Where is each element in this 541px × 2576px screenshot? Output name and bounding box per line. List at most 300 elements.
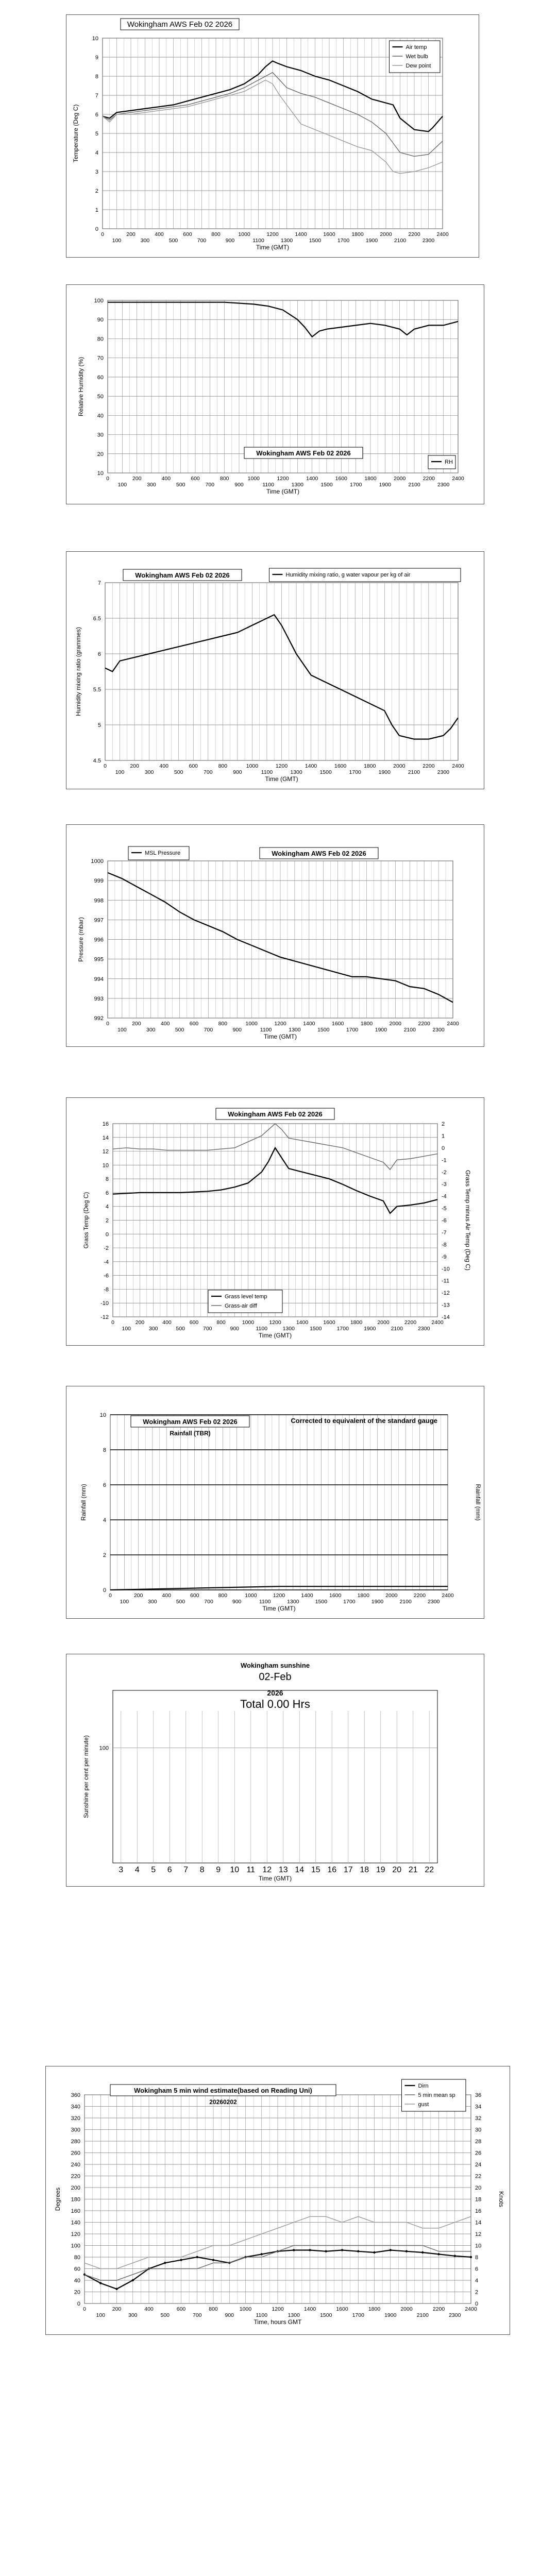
chart-title: Wokingham AWS Feb 02 2026 — [256, 449, 351, 457]
x-tick-label: 400 — [162, 1592, 171, 1599]
y-tick-label: 6 — [97, 651, 101, 657]
x-tick-label: 1000 — [245, 1021, 258, 1027]
y-tick-label: 1 — [95, 207, 98, 213]
y-tick-label: 0 — [95, 226, 98, 232]
chart-panel-3 — [66, 551, 484, 789]
chart-title: Wokingham AWS Feb 02 2026 — [127, 20, 233, 29]
x-axis-label: Time (GMT) — [258, 1875, 292, 1882]
x-tick-label: 500 — [176, 1599, 185, 1605]
direction-point — [261, 2253, 263, 2255]
x-tick-label: 2000 — [377, 1319, 390, 1326]
y2-tick-label: 30 — [475, 2127, 482, 2133]
y-axis-label: Humidity mixing ratio (grammes) — [75, 627, 82, 716]
x-tick-label: 0 — [83, 2306, 86, 2312]
x-tick-label: 1800 — [364, 763, 376, 769]
x-tick-label: 16 — [327, 1866, 337, 1874]
x-tick-label: 1100 — [261, 769, 273, 775]
y2-tick-label: 12 — [475, 2231, 482, 2238]
x-tick-label: 1700 — [346, 1027, 359, 1033]
y-axis-label: Relative Humidity (%) — [77, 357, 84, 417]
x-tick-label: 2300 — [437, 482, 450, 488]
y-tick-label: -2 — [104, 1245, 109, 1252]
x-tick-label: 1300 — [287, 1599, 299, 1605]
direction-point — [212, 2259, 214, 2261]
direction-point — [470, 2256, 472, 2258]
chart-svg-3 — [66, 552, 484, 789]
y2-tick-label: 6 — [475, 2266, 479, 2273]
chart-svg-4 — [66, 825, 484, 1046]
y-tick-label: 70 — [97, 355, 104, 362]
x-tick-label: 4 — [134, 1866, 140, 1874]
x-tick-label: 900 — [232, 1027, 242, 1033]
x-tick-label: 700 — [192, 2312, 202, 2318]
x-tick-label: 2000 — [400, 2306, 413, 2312]
x-tick-label: 900 — [230, 1326, 240, 1332]
x-tick-label: 19 — [376, 1866, 385, 1874]
x-tick-label: 300 — [140, 238, 150, 244]
x-tick-label: 2000 — [393, 476, 406, 482]
x-tick-label: 14 — [295, 1866, 305, 1874]
y2-tick-label: -12 — [442, 1290, 450, 1297]
direction-point — [390, 2249, 392, 2251]
x-tick-label: 100 — [96, 2312, 106, 2318]
legend-entry: Air temp — [405, 44, 427, 50]
y-tick-label: -10 — [100, 1300, 109, 1307]
x-tick-label: 20 — [392, 1866, 402, 1874]
y2-tick-label: 20 — [475, 2185, 482, 2191]
x-tick-label: 1700 — [337, 238, 350, 244]
y-tick-label: 996 — [94, 937, 104, 943]
y-tick-label: 992 — [94, 1015, 104, 1022]
x-tick-label: 300 — [128, 2312, 138, 2318]
y-tick-label: 30 — [97, 432, 104, 438]
x-tick-label: 2000 — [393, 763, 405, 769]
x-tick-label: 2400 — [452, 763, 464, 769]
x-tick-label: 800 — [218, 1592, 228, 1599]
x-tick-label: 0 — [106, 1021, 109, 1027]
y-tick-label: 10 — [97, 470, 104, 477]
x-tick-label: 1100 — [256, 2312, 268, 2318]
x-tick-label: 700 — [197, 238, 207, 244]
x-tick-label: 100 — [122, 1326, 131, 1332]
y-tick-label: 90 — [97, 317, 104, 324]
x-tick-label: 1800 — [368, 2306, 381, 2312]
chart-panel-5 — [66, 1097, 484, 1346]
x-tick-label: 1000 — [239, 2306, 252, 2312]
x-tick-label: 400 — [161, 476, 171, 482]
y-tick-label: 300 — [71, 2127, 80, 2133]
x-tick-label: 2200 — [422, 476, 435, 482]
x-tick-label: 1400 — [301, 1592, 313, 1599]
x-tick-label: 1500 — [315, 1599, 328, 1605]
y2-tick-label: 2 — [442, 1121, 445, 1127]
x-tick-label: 500 — [176, 482, 185, 488]
x-tick-label: 1000 — [245, 1592, 257, 1599]
x-tick-label: 1200 — [275, 763, 288, 769]
x-tick-label: 800 — [218, 1021, 228, 1027]
y2-tick-label: -9 — [442, 1253, 447, 1260]
x-tick-label: 1500 — [320, 482, 333, 488]
x-tick-label: 600 — [189, 1021, 199, 1027]
x-tick-label: 400 — [159, 763, 168, 769]
y2-tick-label: 0 — [442, 1145, 445, 1151]
x-tick-label: 1400 — [303, 2306, 316, 2312]
x-tick-label: 1900 — [371, 1599, 384, 1605]
chart-svg-2 — [66, 285, 484, 504]
y-tick-label: 40 — [74, 2278, 80, 2284]
y-tick-label: -12 — [100, 1314, 109, 1320]
x-tick-label: 7 — [183, 1866, 189, 1874]
y-tick-label: 200 — [71, 2185, 80, 2191]
x-tick-label: 600 — [189, 1319, 199, 1326]
x-tick-label: 1500 — [310, 1326, 322, 1332]
x-tick-label: 2100 — [394, 238, 407, 244]
x-tick-label: 8 — [199, 1866, 205, 1874]
x-tick-label: 2100 — [399, 1599, 412, 1605]
x-tick-label: 700 — [205, 482, 215, 488]
direction-point — [115, 2288, 117, 2290]
y-tick-label: 160 — [71, 2208, 80, 2214]
x-tick-label: 2400 — [465, 2306, 477, 2312]
direction-point — [437, 2253, 439, 2255]
x-tick-label: 2300 — [422, 238, 435, 244]
direction-point — [373, 2251, 375, 2253]
x-tick-label: 1000 — [246, 763, 259, 769]
y-tick-label: 4.5 — [93, 758, 101, 764]
x-tick-label: 500 — [160, 2312, 170, 2318]
x-tick-label: 1400 — [296, 1319, 309, 1326]
y-axis-label: Temperature (Deg C) — [72, 104, 79, 163]
x-tick-label: 600 — [183, 231, 192, 238]
y-tick-label: 1000 — [91, 858, 104, 865]
y-tick-label: 7 — [95, 93, 98, 99]
x-tick-label: 1500 — [320, 2312, 332, 2318]
legend-entry: Wet bulb — [405, 54, 428, 60]
y2-tick-label: 1 — [442, 1133, 445, 1140]
x-tick-label: 600 — [190, 1592, 199, 1599]
direction-point — [164, 2262, 166, 2264]
y-tick-label: 100 — [94, 298, 104, 304]
x-tick-label: 600 — [176, 2306, 186, 2312]
x-tick-label: 1300 — [290, 769, 302, 775]
y-tick-label: 220 — [71, 2173, 80, 2180]
y2-tick-label: 8 — [475, 2255, 479, 2261]
x-tick-label: 1700 — [349, 482, 362, 488]
x-tick-label: 700 — [202, 1326, 212, 1332]
x-tick-label: 1800 — [357, 1592, 369, 1599]
x-tick-label: 1300 — [288, 2312, 300, 2318]
x-tick-label: 1600 — [323, 1319, 335, 1326]
x-tick-label: 0 — [111, 1319, 114, 1326]
x-tick-label: 2200 — [404, 1319, 417, 1326]
x-tick-label: 200 — [130, 763, 139, 769]
x-tick-label: 800 — [209, 2306, 218, 2312]
x-tick-label: 100 — [120, 1599, 129, 1605]
y-tick-label: 340 — [71, 2104, 80, 2110]
direction-point — [341, 2249, 343, 2251]
x-tick-label: 1400 — [303, 1021, 315, 1027]
y-tick-label: -4 — [104, 1259, 109, 1265]
y2-tick-label: 0 — [475, 2301, 479, 2307]
x-tick-label: 1200 — [266, 231, 279, 238]
x-tick-label: 300 — [148, 1599, 157, 1605]
y2-tick-label: -13 — [442, 1302, 450, 1309]
y-tick-label: 999 — [94, 878, 104, 885]
x-tick-label: 1700 — [343, 1599, 356, 1605]
x-tick-label: 1500 — [317, 1027, 330, 1033]
y-tick-label: 5.5 — [93, 687, 101, 693]
y2-tick-label: -4 — [442, 1193, 447, 1200]
chart-year: 2026 — [267, 1689, 283, 1697]
direction-point — [325, 2250, 327, 2252]
legend-entry: Grass-air diff — [225, 1303, 257, 1309]
x-tick-label: 400 — [144, 2306, 154, 2312]
y2-tick-label: 16 — [475, 2208, 482, 2214]
y-tick-label: 240 — [71, 2162, 80, 2168]
x-tick-label: 600 — [189, 763, 198, 769]
y-tick-label: 140 — [71, 2219, 80, 2226]
x-tick-label: 900 — [234, 482, 244, 488]
y-tick-label: 20 — [97, 451, 104, 457]
x-tick-label: 1200 — [269, 1319, 281, 1326]
y2-axis-label: Rainfall (mm) — [475, 1484, 482, 1521]
x-tick-label: 1100 — [262, 482, 274, 488]
x-tick-label: 100 — [112, 238, 122, 244]
x-tick-label: 1100 — [259, 1599, 271, 1605]
y2-tick-label: -11 — [442, 1278, 450, 1284]
y-tick-label: 4 — [95, 150, 98, 156]
x-tick-label: 800 — [216, 1319, 226, 1326]
x-tick-label: 1600 — [331, 1021, 344, 1027]
x-tick-label: 1100 — [256, 1326, 268, 1332]
x-tick-label: 200 — [112, 2306, 122, 2312]
x-tick-label: 700 — [204, 769, 213, 775]
legend-entry: Dirn — [418, 2083, 429, 2089]
x-tick-label: 1600 — [335, 476, 348, 482]
x-tick-label: 10 — [230, 1866, 240, 1874]
y2-tick-label: -3 — [442, 1181, 447, 1188]
x-tick-label: 6 — [167, 1866, 172, 1874]
y-tick-label: 120 — [71, 2231, 80, 2238]
chart-title: Wokingham sunshine — [240, 1662, 310, 1669]
y-tick-label: 260 — [71, 2150, 80, 2157]
x-tick-label: 1500 — [309, 238, 322, 244]
chart-title: Wokingham AWS Feb 02 2026 — [143, 1418, 238, 1426]
legend-entry: RH — [445, 459, 453, 465]
x-tick-label: 1000 — [247, 476, 260, 482]
x-tick-label: 400 — [160, 1021, 170, 1027]
x-tick-label: 1400 — [295, 231, 307, 238]
y2-axis-label: Knots — [498, 2191, 505, 2207]
y2-tick-label: -6 — [442, 1217, 447, 1224]
x-tick-label: 2100 — [408, 769, 420, 775]
x-tick-label: 2300 — [432, 1027, 445, 1033]
x-tick-label: 21 — [408, 1866, 418, 1874]
y2-tick-label: -2 — [442, 1169, 447, 1176]
x-tick-label: 2400 — [447, 1021, 459, 1027]
chart-panel-8 — [45, 2066, 510, 2335]
x-tick-label: 2100 — [403, 1027, 416, 1033]
x-tick-label: 2200 — [422, 763, 435, 769]
x-tick-label: 100 — [117, 1027, 127, 1033]
x-tick-label: 1800 — [351, 231, 364, 238]
chart-panel-4 — [66, 824, 484, 1047]
y-axis-label: Pressure (mbar) — [77, 917, 84, 962]
chart-panel-6 — [66, 1386, 484, 1619]
x-tick-label: 1200 — [274, 1021, 286, 1027]
legend-entry: Humidity mixing ratio, g water vapour per kg of air — [285, 572, 411, 578]
x-tick-label: 18 — [360, 1866, 369, 1874]
y-tick-label: 997 — [94, 917, 104, 924]
x-tick-label: 0 — [106, 476, 109, 482]
x-tick-label: 2100 — [408, 482, 420, 488]
y2-tick-label: 10 — [475, 2243, 482, 2249]
y-tick-label: 50 — [97, 394, 104, 400]
x-tick-label: 800 — [211, 231, 221, 238]
x-tick-label: 1800 — [360, 1021, 373, 1027]
x-axis-label: Time (GMT) — [256, 244, 290, 251]
x-tick-label: 5 — [151, 1866, 156, 1874]
y-tick-label: 8 — [105, 1176, 109, 1183]
y2-tick-label: 36 — [475, 2092, 482, 2098]
x-tick-label: 2100 — [391, 1326, 403, 1332]
y2-tick-label: 14 — [475, 2219, 482, 2226]
x-tick-label: 400 — [155, 231, 164, 238]
chart-title: Wokingham AWS Feb 02 2026 — [272, 850, 366, 857]
y-tick-label: 8 — [95, 74, 98, 80]
x-tick-label: 1300 — [280, 238, 293, 244]
x-tick-label: 0 — [109, 1592, 112, 1599]
x-tick-label: 1600 — [334, 763, 347, 769]
legend-entry: Grass level temp — [225, 1294, 267, 1300]
y-tick-label: 7 — [97, 580, 101, 586]
y2-tick-label: 28 — [475, 2139, 482, 2145]
y-tick-label: 80 — [97, 336, 104, 343]
x-axis-label: Time (GMT) — [258, 1332, 292, 1339]
x-tick-label: 900 — [232, 1599, 242, 1605]
x-tick-label: 2200 — [408, 231, 420, 238]
x-tick-label: 2000 — [389, 1021, 402, 1027]
y-tick-label: 10 — [92, 36, 98, 42]
x-tick-label: 1300 — [291, 482, 304, 488]
x-tick-label: 1600 — [336, 2306, 348, 2312]
x-tick-label: 1900 — [375, 1027, 387, 1033]
y-axis-label: Degrees — [54, 2187, 61, 2211]
x-tick-label: 1600 — [323, 231, 335, 238]
x-tick-label: 1800 — [350, 1319, 363, 1326]
y2-tick-label: -14 — [442, 1314, 450, 1320]
x-tick-label: 500 — [176, 1326, 185, 1332]
y-tick-label: 0 — [103, 1587, 106, 1594]
y-tick-label: 60 — [97, 374, 104, 381]
x-tick-label: 13 — [278, 1866, 288, 1874]
chart-panel-1 — [66, 14, 479, 258]
x-tick-label: 300 — [148, 1326, 158, 1332]
x-tick-label: 2400 — [431, 1319, 444, 1326]
x-tick-label: 11 — [246, 1866, 256, 1874]
y-tick-label: 3 — [95, 169, 98, 175]
y-tick-label: 0 — [77, 2301, 80, 2307]
x-tick-label: 3 — [119, 1866, 124, 1874]
x-tick-label: 2400 — [452, 476, 464, 482]
x-tick-label: 1000 — [242, 1319, 255, 1326]
legend-entry: 5 min mean sp — [418, 2092, 455, 2098]
y-tick-label: 60 — [74, 2266, 80, 2273]
y2-tick-label: 32 — [475, 2115, 482, 2122]
x-tick-label: 900 — [233, 769, 242, 775]
y-tick-label: -6 — [104, 1273, 109, 1279]
x-tick-label: 15 — [311, 1866, 320, 1874]
x-tick-label: 0 — [104, 763, 107, 769]
direction-point — [132, 2279, 134, 2281]
x-tick-label: 2300 — [437, 769, 450, 775]
chart-date: 02-Feb — [259, 1671, 292, 1683]
x-tick-label: 700 — [204, 1027, 213, 1033]
x-tick-label: 1100 — [260, 1027, 272, 1033]
y-tick-label: 998 — [94, 897, 104, 904]
y-tick-label: 2 — [95, 188, 98, 194]
y-tick-label: 20 — [74, 2289, 80, 2296]
y-tick-label: 180 — [71, 2196, 80, 2203]
y-tick-label: 5 — [97, 722, 101, 728]
x-tick-label: 900 — [225, 2312, 234, 2318]
x-tick-label: 9 — [216, 1866, 221, 1874]
x-tick-label: 100 — [115, 769, 125, 775]
y2-axis-label: Grass Temp minus Air Temp (Deg C) — [464, 1170, 471, 1270]
y-tick-label: 6 — [105, 1190, 109, 1196]
x-tick-label: 900 — [225, 238, 235, 244]
x-tick-label: 12 — [262, 1866, 272, 1874]
y2-tick-label: -7 — [442, 1229, 447, 1236]
x-tick-label: 0 — [101, 231, 104, 238]
x-tick-label: 1900 — [364, 1326, 376, 1332]
direction-point — [309, 2249, 311, 2251]
direction-point — [293, 2249, 295, 2251]
x-tick-label: 1900 — [365, 238, 378, 244]
x-tick-label: 1700 — [349, 769, 361, 775]
direction-point — [180, 2259, 182, 2261]
x-tick-label: 2200 — [413, 1592, 426, 1599]
chart-subtitle: Rainfall (TBR) — [170, 1430, 211, 1437]
y-tick-label: 0 — [105, 1231, 109, 1238]
y-tick-label: 16 — [102, 1121, 109, 1127]
x-tick-label: 1000 — [238, 231, 250, 238]
x-tick-label: 2400 — [442, 1592, 454, 1599]
x-tick-label: 22 — [425, 1866, 434, 1874]
y2-tick-label: 4 — [475, 2278, 479, 2284]
x-tick-label: 200 — [135, 1319, 145, 1326]
x-tick-label: 800 — [218, 763, 228, 769]
x-tick-label: 800 — [219, 476, 229, 482]
y-tick-label: 40 — [97, 413, 104, 419]
x-tick-label: 700 — [204, 1599, 213, 1605]
direction-point — [196, 2256, 198, 2258]
y-tick-label: 80 — [74, 2255, 80, 2261]
x-tick-label: 200 — [126, 231, 136, 238]
y-axis-label: Rainfall (mm) — [80, 1484, 87, 1521]
x-tick-label: 300 — [146, 1027, 156, 1033]
x-tick-label: 2000 — [380, 231, 392, 238]
y2-tick-label: 26 — [475, 2150, 482, 2157]
x-axis-label: Time (GMT) — [266, 488, 300, 495]
y-tick-label: 360 — [71, 2092, 80, 2098]
x-tick-label: 500 — [174, 769, 183, 775]
x-tick-label: 1600 — [329, 1592, 342, 1599]
legend-entry: gust — [418, 2102, 429, 2108]
chart-title: Wokingham 5 min wind estimate(based on Reading Uni) — [134, 2087, 312, 2094]
y-tick-label: -8 — [104, 1286, 109, 1293]
x-tick-label: 2000 — [385, 1592, 398, 1599]
